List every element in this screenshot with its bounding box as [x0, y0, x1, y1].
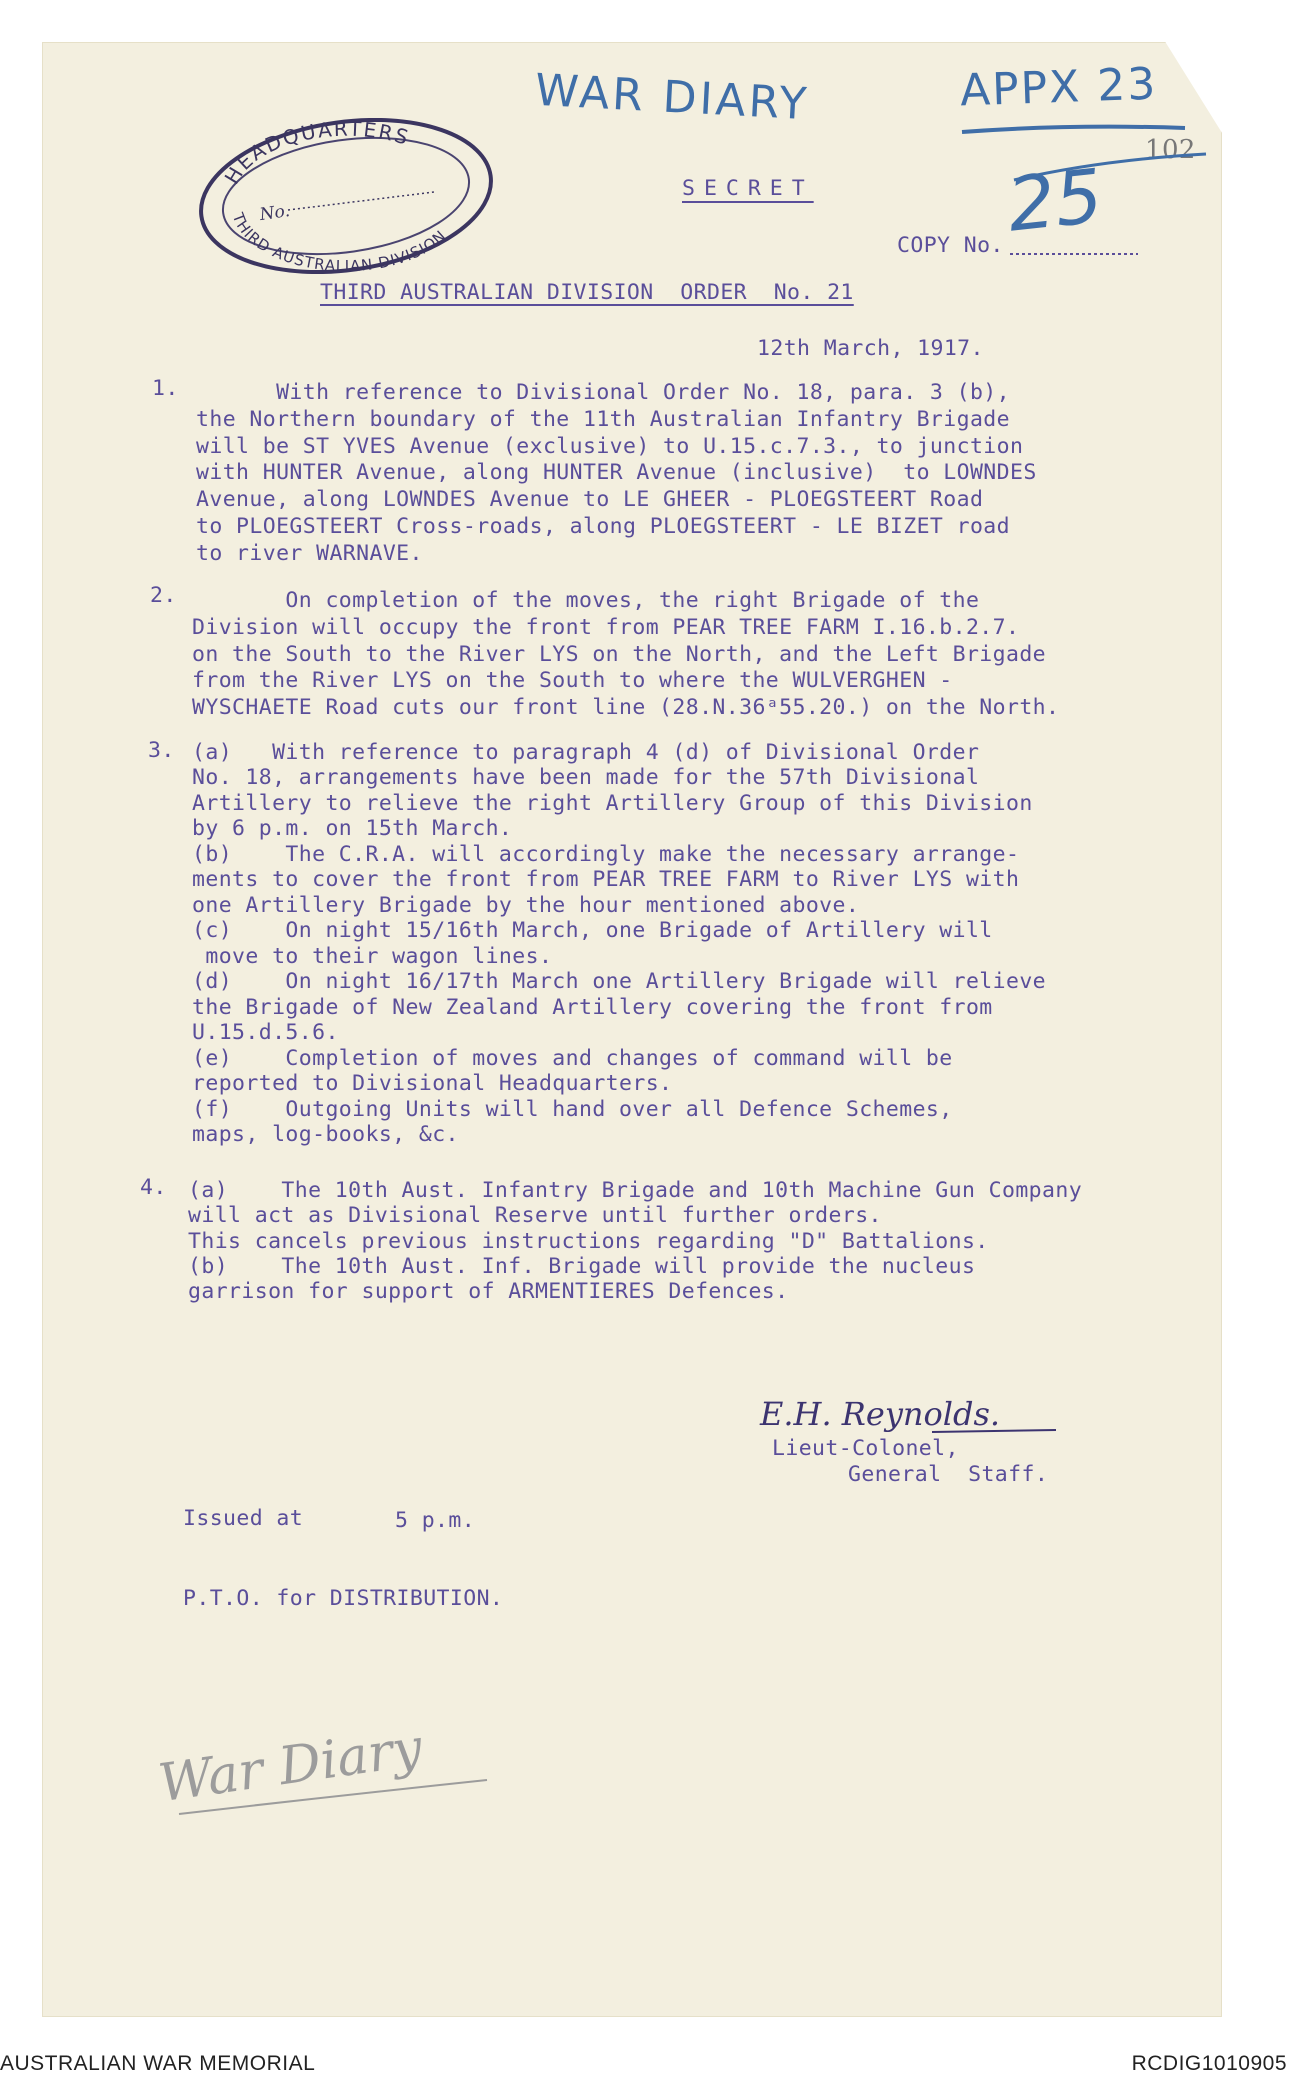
appendix-annotation: APPX 23 — [959, 58, 1159, 117]
paragraph-1-line: will be ST YVES Avenue (exclusive) to U.15.c.7.3., to junction — [196, 433, 1024, 459]
signature: E.H. Reynolds. — [760, 1395, 1001, 1433]
paragraph-1-line: With reference to Divisional Order No. 18, para. 3 (b), — [196, 380, 1010, 405]
paragraph-3-line: (f) Outgoing Units will hand over all Defence Schemes, — [192, 1096, 953, 1122]
signature-role: General Staff. — [848, 1462, 1049, 1487]
paragraph-1-line: the Northern boundary of the 11th Australian Infantry Brigade — [196, 406, 1010, 432]
paragraph-4-line: (b) The 10th Aust. Inf. Brigade will provide the nucleus — [188, 1254, 976, 1280]
paragraph-1-line: Avenue, along LOWNDES Avenue to LE GHEER - PLOEGSTEERT Road — [196, 487, 984, 513]
number-25-annotation: 25 — [1003, 153, 1107, 249]
paragraph-1-line: to river WARNAVE. — [196, 540, 423, 566]
stamp-no-label: No. — [258, 201, 292, 226]
paragraph-3-line: (b) The C.R.A. will accordingly make the necessary arrange- — [192, 841, 1020, 867]
paragraph-4-line: will act as Divisional Reserve until further orders. — [188, 1203, 882, 1229]
issued-time: 5 p.m. — [395, 1508, 476, 1533]
paragraph-1-line: with HUNTER Avenue, along HUNTER Avenue (inclusive) to LOWNDES — [196, 460, 1037, 486]
signature-rank: Lieut-Colonel, — [772, 1436, 959, 1461]
paragraph-3-line: (d) On night 16/17th March one Artillery Brigade will relieve — [192, 969, 1047, 995]
copy-no-label: COPY No. — [897, 233, 1004, 258]
paragraph-3-line: move to their wagon lines. — [192, 943, 553, 969]
paragraph-3-line: by 6 p.m. on 15th March. — [192, 816, 513, 842]
paragraph-4 — [188, 1178, 1082, 1305]
pencil-war-diary: War Diary — [155, 1717, 426, 1815]
paragraph-3-line: (c) On night 15/16th March, one Brigade of Artillery will — [192, 918, 993, 944]
paragraph-2 — [192, 588, 1059, 722]
paragraph-3-line: ments to cover the front from PEAR TREE FARM to River LYS with — [192, 867, 1020, 893]
pto-distribution: P.T.O. for DISTRIBUTION. — [183, 1586, 504, 1611]
headquarters-stamp — [196, 118, 496, 274]
paragraph-4-line: garrison for support of ARMENTIERES Defences. — [188, 1279, 789, 1305]
paragraph-3 — [192, 740, 1046, 1148]
paragraph-2-line: On completion of the moves, the right Brigade of the — [192, 588, 980, 613]
page-number: 102 — [1145, 135, 1196, 165]
secret-label: SECRET — [682, 176, 814, 201]
paragraph-4-line: This cancels previous instructions regarding "D" Battalions. — [188, 1228, 989, 1254]
paragraph-3-line: Artillery to relieve the right Artillery Group of this Division — [192, 790, 1033, 816]
war-diary-annotation: WAR DIARY — [533, 64, 811, 131]
paragraph-3-line: No. 18, arrangements have been made for the 57th Divisional — [192, 765, 980, 791]
paragraph-3-line: (a) With reference to paragraph 4 (d) of Divisional Order — [192, 740, 980, 765]
paragraph-2-line: Division will occupy the front from PEAR TREE FARM I.16.b.2.7. — [192, 614, 1020, 640]
paragraph-2-number: 2. — [150, 583, 177, 608]
paragraph-2-line: on the South to the River LYS on the North, and the Left Brigade — [192, 641, 1047, 667]
copy-no-line — [1010, 240, 1170, 260]
footer-record-id: RCDIG1010905 — [1131, 2052, 1287, 2075]
paragraph-3-line: reported to Divisional Headquarters. — [192, 1071, 673, 1097]
pencil-underline — [175, 1760, 495, 1820]
paragraph-4-number: 4. — [140, 1175, 167, 1200]
paragraph-3-number: 3. — [148, 738, 175, 763]
paragraph-1-line: to PLOEGSTEERT Cross-roads, along PLOEGSTEERT - LE BIZET road — [196, 513, 1010, 539]
order-date: 12th March, 1917. — [757, 336, 984, 361]
paragraph-1-number: 1. — [152, 376, 179, 401]
stamp-top-text: HEADQUARTERS — [219, 118, 413, 189]
footer-institution: AUSTRALIAN WAR MEMORIAL — [0, 2052, 316, 2075]
order-title: THIRD AUSTRALIAN DIVISION ORDER No. 21 — [320, 280, 854, 305]
paragraph-3-line: the Brigade of New Zealand Artillery covering the front from — [192, 994, 993, 1020]
paragraph-3-line: maps, log-books, &c. — [192, 1122, 459, 1148]
paragraph-3-line: (e) Completion of moves and changes of command will be — [192, 1045, 953, 1071]
paragraph-4-line: (a) The 10th Aust. Infantry Brigade and 10th Machine Gun Company — [188, 1178, 1083, 1203]
paragraph-2-line: WYSCHAETE Road cuts our front line (28.N.36ᵃ55.20.) on the North. — [192, 695, 1060, 721]
issued-label: Issued at — [183, 1506, 304, 1531]
stamp-bottom-text: THIRD AUSTRALIAN DIVISION — [228, 210, 450, 274]
paragraph-1 — [196, 380, 1037, 567]
paragraph-3-line: U.15.d.5.6. — [192, 1020, 339, 1046]
paragraph-3-line: one Artillery Brigade by the hour mentioned above. — [192, 892, 860, 918]
paragraph-2-line: from the River LYS on the South to where the WULVERGHEN - — [192, 668, 953, 694]
